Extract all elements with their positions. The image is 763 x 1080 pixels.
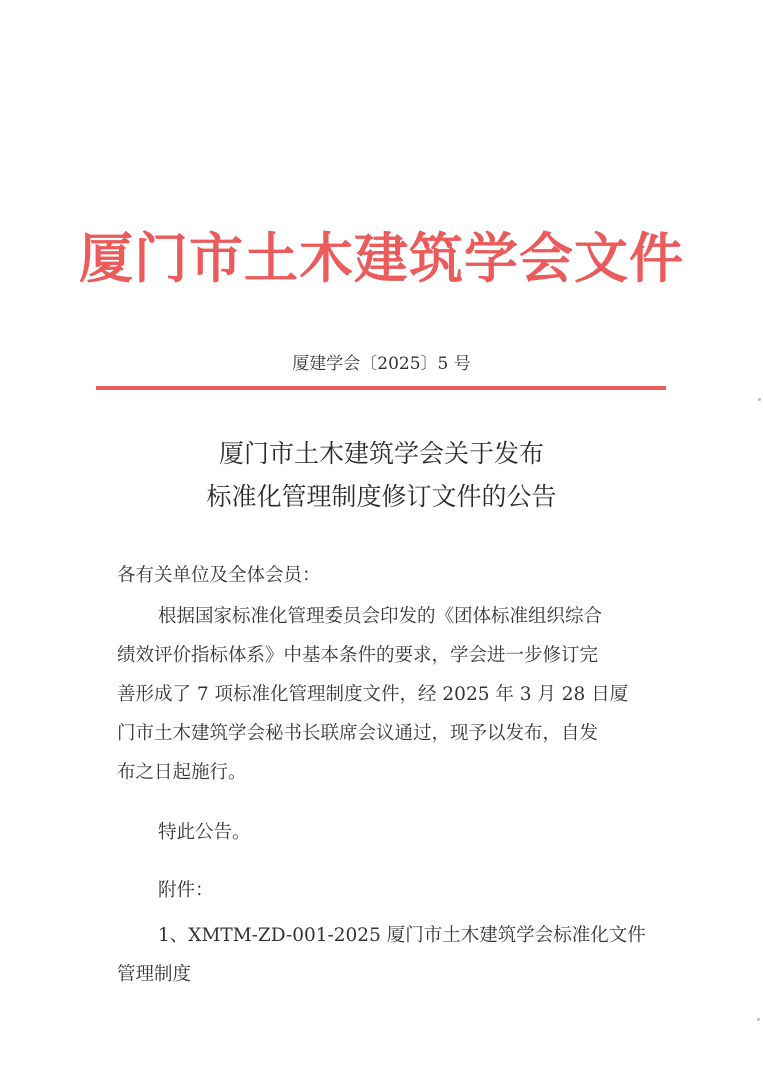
notice-title (0, 432, 763, 518)
attachment-item-line: 管理制度 (117, 964, 192, 985)
paragraph-line: 门市土木建筑学会秘书长联席会议通过，现予以发布，自发 (117, 723, 599, 744)
paragraph-line: 布之日起施行。 (117, 762, 247, 783)
main-paragraph (117, 597, 647, 792)
greeting: 各有关单位及全体会员： (117, 565, 321, 586)
scan-speck (757, 1018, 760, 1021)
scan-speck (758, 398, 761, 401)
notice-title-line-2: 标准化管理制度修订文件的公告 (206, 482, 557, 511)
attachment-item-line: 1、XMTM-ZD-001-2025 厦门市土木建筑学会标准化文件 (158, 925, 646, 946)
org-header-title: 厦门市土木建筑学会文件 (79, 226, 684, 290)
attachment-label: 附件： (158, 880, 214, 901)
red-divider-line (96, 386, 666, 390)
attachment-list (117, 916, 647, 994)
closing-statement: 特此公告。 (158, 822, 251, 843)
document-number: 厦建学会〔2025〕5 号 (292, 354, 471, 374)
paragraph-line: 根据国家标准化管理委员会印发的《团体标准组织综合 (158, 606, 603, 627)
paragraph-line: 绩效评价指标体系》中基本条件的要求，学会进一步修订完 (117, 645, 599, 666)
paragraph-line: 善形成了 7 项标准化管理制度文件，经 2025 年 3 月 28 日厦 (117, 684, 629, 705)
notice-title-line-1: 厦门市土木建筑学会关于发布 (218, 439, 544, 468)
